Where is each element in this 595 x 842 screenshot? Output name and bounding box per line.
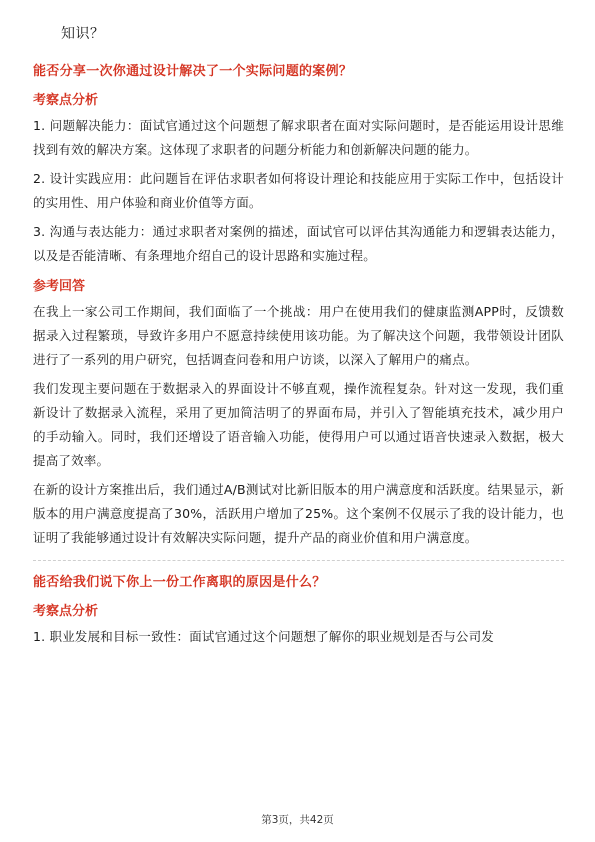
q1-answer-paragraph-3: 在新的设计方案推出后，我们通过A/B测试对比新旧版本的用户满意度和活跃度。结果显示，新版本的用户满意度提高了30%，活跃用户增加了25%。这个案例不仅展示了我的设计能力，也证明了我能够通过设计有效解决实际问题，提升产品的商业价值和用户满意度。 <box>33 482 564 545</box>
q1-answer-paragraph-1: 在我上一家公司工作期间，我们面临了一个挑战：用户在使用我们的健康监测APP时，反馈数据录入过程繁琐，导致许多用户不愿意持续使用该功能。为了解决这个问题，我带领设计团队进行了一系列的用户研究，包括调查问卷和用户访谈，以深入了解用户的痛点。 <box>33 304 564 367</box>
q1-answer-paragraph-2: 我们发现主要问题在于数据录入的界面设计不够直观，操作流程复杂。针对这一发现，我们重新设计了数据录入流程，采用了更加简洁明了的界面布局，并引入了智能填充技术，减少用户的手动输入。同时，我们还增设了语音输入功能，使得用户可以通过语音快速录入数据，极大提高了效率。 <box>33 381 564 468</box>
carry-over-text: 知识？ <box>61 26 105 42</box>
section-divider <box>33 560 564 561</box>
page-number-footer: 第3页，共42页 <box>261 814 334 826</box>
q1-analysis-point-2: 2. 设计实践应用：此问题旨在评估求职者如何将设计理论和技能应用于实际工作中，包括设计的实用性、用户体验和商业价值等方面。 <box>33 171 564 210</box>
question-1-title: 能否分享一次你通过设计解决了一个实际问题的案例？ <box>33 64 353 79</box>
q1-analysis-point-1: 1. 问题解决能力：面试官通过这个问题想了解求职者在面对实际问题时，是否能运用设计思维找到有效的解决方案。这体现了求职者的问题分析能力和创新解决问题的能力。 <box>33 118 564 157</box>
q2-analysis-heading: 考察点分析 <box>33 604 99 619</box>
q2-analysis-point-1: 1. 职业发展和目标一致性：面试官通过这个问题想了解你的职业规划是否与公司发 <box>33 629 495 644</box>
q1-analysis-point-3: 3. 沟通与表达能力：通过求职者对案例的描述，面试官可以评估其沟通能力和逻辑表达能力，以及是否能清晰、有条理地介绍自己的设计思路和实施过程。 <box>33 224 564 263</box>
question-2-title: 能否给我们说下你上一份工作离职的原因是什么？ <box>33 575 326 590</box>
q1-analysis-heading: 考察点分析 <box>33 93 99 108</box>
q1-answer-heading: 参考回答 <box>33 279 86 294</box>
page-content <box>33 60 564 654</box>
